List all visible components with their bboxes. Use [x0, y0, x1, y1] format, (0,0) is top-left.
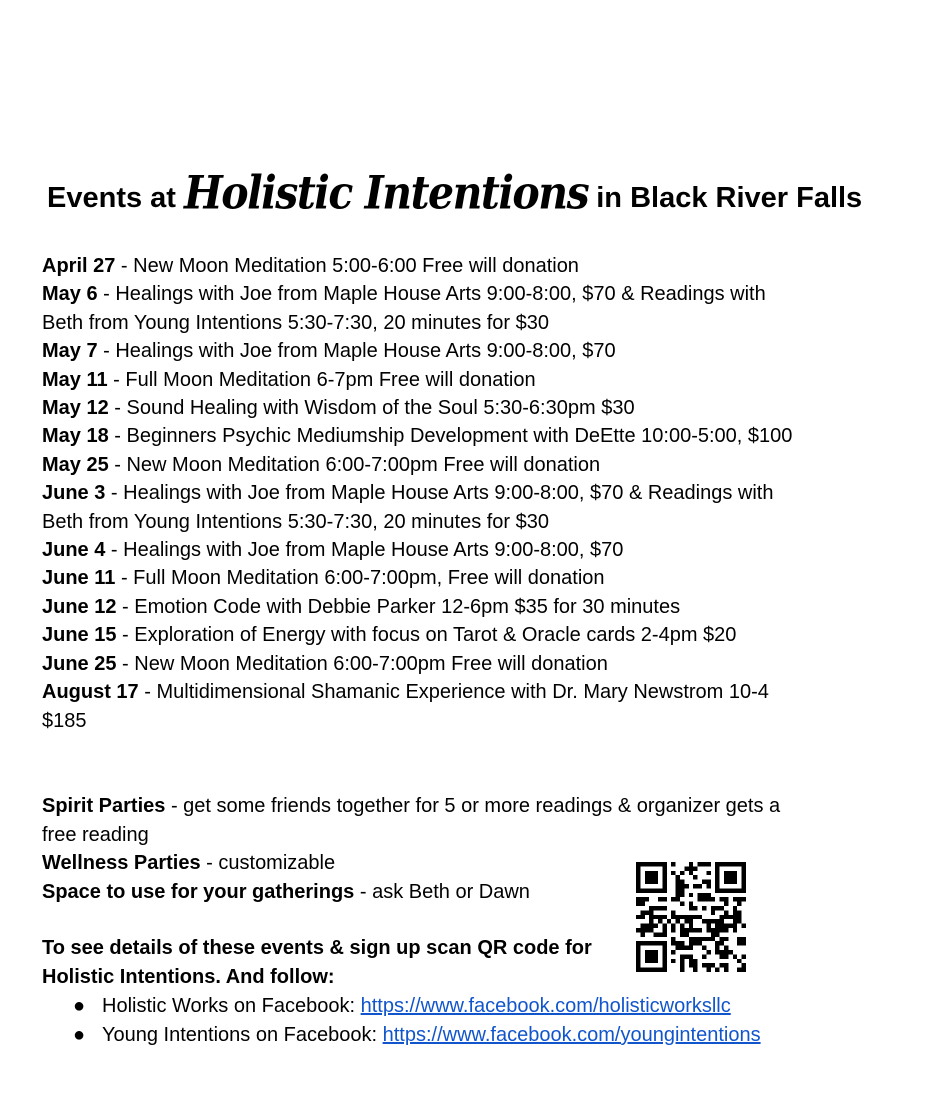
event-description: - Healings with Joe from Maple House Arts 9:00-8:00, $70 & Readings with Beth from Young Intentions 5:30-7:30, 20 minutes for $30 — [42, 482, 774, 533]
event-description: - Multidimensional Shamanic Experience with Dr. Mary Newstrom 10-4 $185 — [42, 681, 769, 732]
party-option-description: - customizable — [200, 852, 336, 875]
social-link-item — [42, 1021, 761, 1050]
follow-line: To see details of these events & sign up scan QR code for — [42, 937, 592, 959]
event-description: - Emotion Code with Debbie Parker 12-6pm $35 for 30 minutes — [116, 595, 681, 618]
event-item — [42, 593, 812, 621]
event-list — [42, 252, 812, 735]
event-item — [42, 252, 812, 280]
event-description: - Healings with Joe from Maple House Arts 9:00-8:00, $70 & Readings with Beth from Young Intentions 5:30-7:30, 20 minutes for $30 — [42, 283, 766, 334]
event-description: - New Moon Meditation 5:00-6:00 Free will donation — [115, 255, 579, 277]
follow-line: Holistic Intentions. And follow: — [42, 965, 335, 988]
event-item — [42, 366, 812, 394]
social-link-item — [42, 992, 761, 1021]
page-title — [47, 164, 862, 227]
follow-callout — [42, 934, 662, 991]
event-description: - Full Moon Meditation 6-7pm Free will donation — [107, 368, 536, 391]
event-date: April 27 — [42, 255, 116, 277]
social-link-label: Holistic Works on Facebook: — [102, 995, 361, 1017]
bullet-icon: ● — [73, 995, 86, 1017]
party-option-description: - ask Beth or Dawn — [354, 880, 530, 903]
event-date: August 17 — [42, 681, 139, 704]
event-date: May 11 — [42, 368, 108, 391]
event-description: - New Moon Meditation 6:00-7:00pm Free will donation — [116, 652, 608, 675]
party-option-description: - get some friends together for 5 or more readings & organizer gets a free reading — [42, 795, 781, 846]
title-suffix: in Black River Falls — [596, 182, 863, 214]
event-item — [42, 337, 812, 365]
event-date: May 12 — [42, 397, 109, 420]
event-description: - Beginners Psychic Mediumship Development with DeEtte 10:00-5:00, $100 — [108, 425, 793, 448]
event-date: June 25 — [42, 652, 117, 675]
event-date: June 15 — [42, 624, 117, 647]
party-option-label: Space to use for your gatherings — [42, 880, 355, 903]
event-item — [42, 394, 812, 422]
event-item — [42, 479, 812, 536]
event-item — [42, 564, 812, 592]
event-date: May 25 — [42, 453, 109, 476]
event-description: - Healings with Joe from Maple House Arts 9:00-8:00, $70 — [105, 539, 624, 562]
event-description: - Exploration of Energy with focus on Tarot & Oracle cards 2-4pm $20 — [116, 624, 737, 647]
party-option-label: Wellness Parties — [42, 852, 201, 875]
social-links — [42, 992, 761, 1050]
event-date: May 18 — [42, 425, 109, 448]
event-item — [42, 422, 812, 450]
event-description: - Full Moon Meditation 6:00-7:00pm, Free will donation — [115, 567, 605, 590]
bullet-icon: ● — [73, 1024, 86, 1046]
event-description: - Healings with Joe from Maple House Arts 9:00-8:00, $70 — [97, 340, 616, 363]
title-prefix: Events at — [47, 182, 176, 214]
event-date: May 7 — [42, 340, 98, 363]
party-option-label: Spirit Parties — [42, 795, 166, 817]
social-link-label: Young Intentions on Facebook: — [102, 1024, 383, 1046]
party-option — [42, 792, 812, 849]
event-item — [42, 536, 812, 564]
event-description: - Sound Healing with Wisdom of the Soul 5:30-6:30pm $30 — [108, 397, 635, 420]
brand-logo-text: Holistic Intentions — [184, 166, 589, 220]
event-date: May 6 — [42, 283, 98, 306]
event-item — [42, 678, 812, 735]
event-description: - New Moon Meditation 6:00-7:00pm Free will donation — [108, 453, 601, 476]
qr-code-icon[interactable] — [636, 862, 746, 972]
event-date: June 12 — [42, 595, 117, 618]
young-intentions-facebook-link[interactable]: https://www.facebook.com/youngintentions — [382, 1024, 761, 1046]
event-item — [42, 451, 812, 479]
holistic-works-facebook-link[interactable]: https://www.facebook.com/holisticworksllc — [360, 995, 731, 1017]
event-date: June 11 — [42, 567, 116, 590]
event-item — [42, 621, 812, 649]
event-date: June 4 — [42, 539, 106, 562]
event-date: June 3 — [42, 482, 106, 505]
qr-code-graphic — [636, 862, 746, 972]
event-item — [42, 650, 812, 678]
event-item — [42, 280, 812, 337]
